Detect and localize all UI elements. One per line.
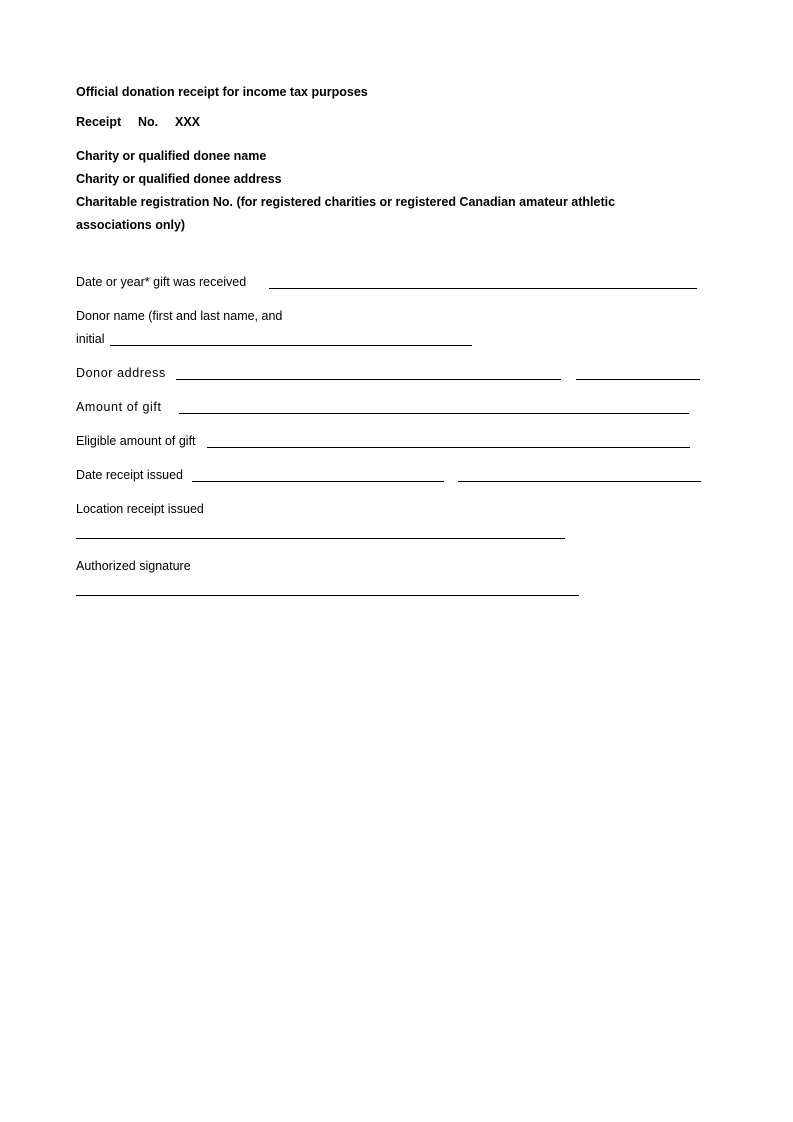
donor-name-label-line1: Donor name (first and last name, and — [76, 309, 283, 323]
location-issued-label: Location receipt issued — [76, 502, 204, 516]
amount-of-gift-label: Amount of gift — [76, 400, 162, 414]
donor-name-field[interactable] — [110, 345, 472, 346]
receipt-no-value: XXX — [175, 115, 201, 129]
date-received-label: Date or year* gift was received — [76, 275, 247, 289]
amount-of-gift-field[interactable] — [179, 413, 689, 414]
signature-label: Authorized signature — [76, 559, 191, 573]
receipt-title: Official donation receipt for income tax purposes — [76, 85, 368, 99]
date-received-field[interactable] — [269, 288, 697, 289]
registration-label-line1: Charitable registration No. (for registered charities or registered Canadian amateur athletic — [76, 195, 616, 209]
eligible-amount-field[interactable] — [207, 447, 690, 448]
donor-name-label-line2: initial — [76, 332, 105, 346]
receipt-no-label: No. — [138, 115, 159, 129]
donor-address-field[interactable] — [176, 379, 561, 380]
signature-field[interactable] — [76, 595, 579, 596]
date-issued-field-secondary[interactable] — [458, 481, 701, 482]
donor-address-field-secondary[interactable] — [576, 379, 700, 380]
charity-name-label: Charity or qualified donee name — [76, 149, 267, 163]
receipt-label: Receipt — [76, 115, 122, 129]
date-issued-field[interactable] — [192, 481, 444, 482]
location-issued-field[interactable] — [76, 538, 565, 539]
registration-label-line2: associations only) — [76, 218, 186, 232]
donor-address-label: Donor address — [76, 366, 166, 380]
charity-address-label: Charity or qualified donee address — [76, 172, 282, 186]
eligible-amount-label: Eligible amount of gift — [76, 434, 196, 448]
date-issued-label: Date receipt issued — [76, 468, 184, 482]
